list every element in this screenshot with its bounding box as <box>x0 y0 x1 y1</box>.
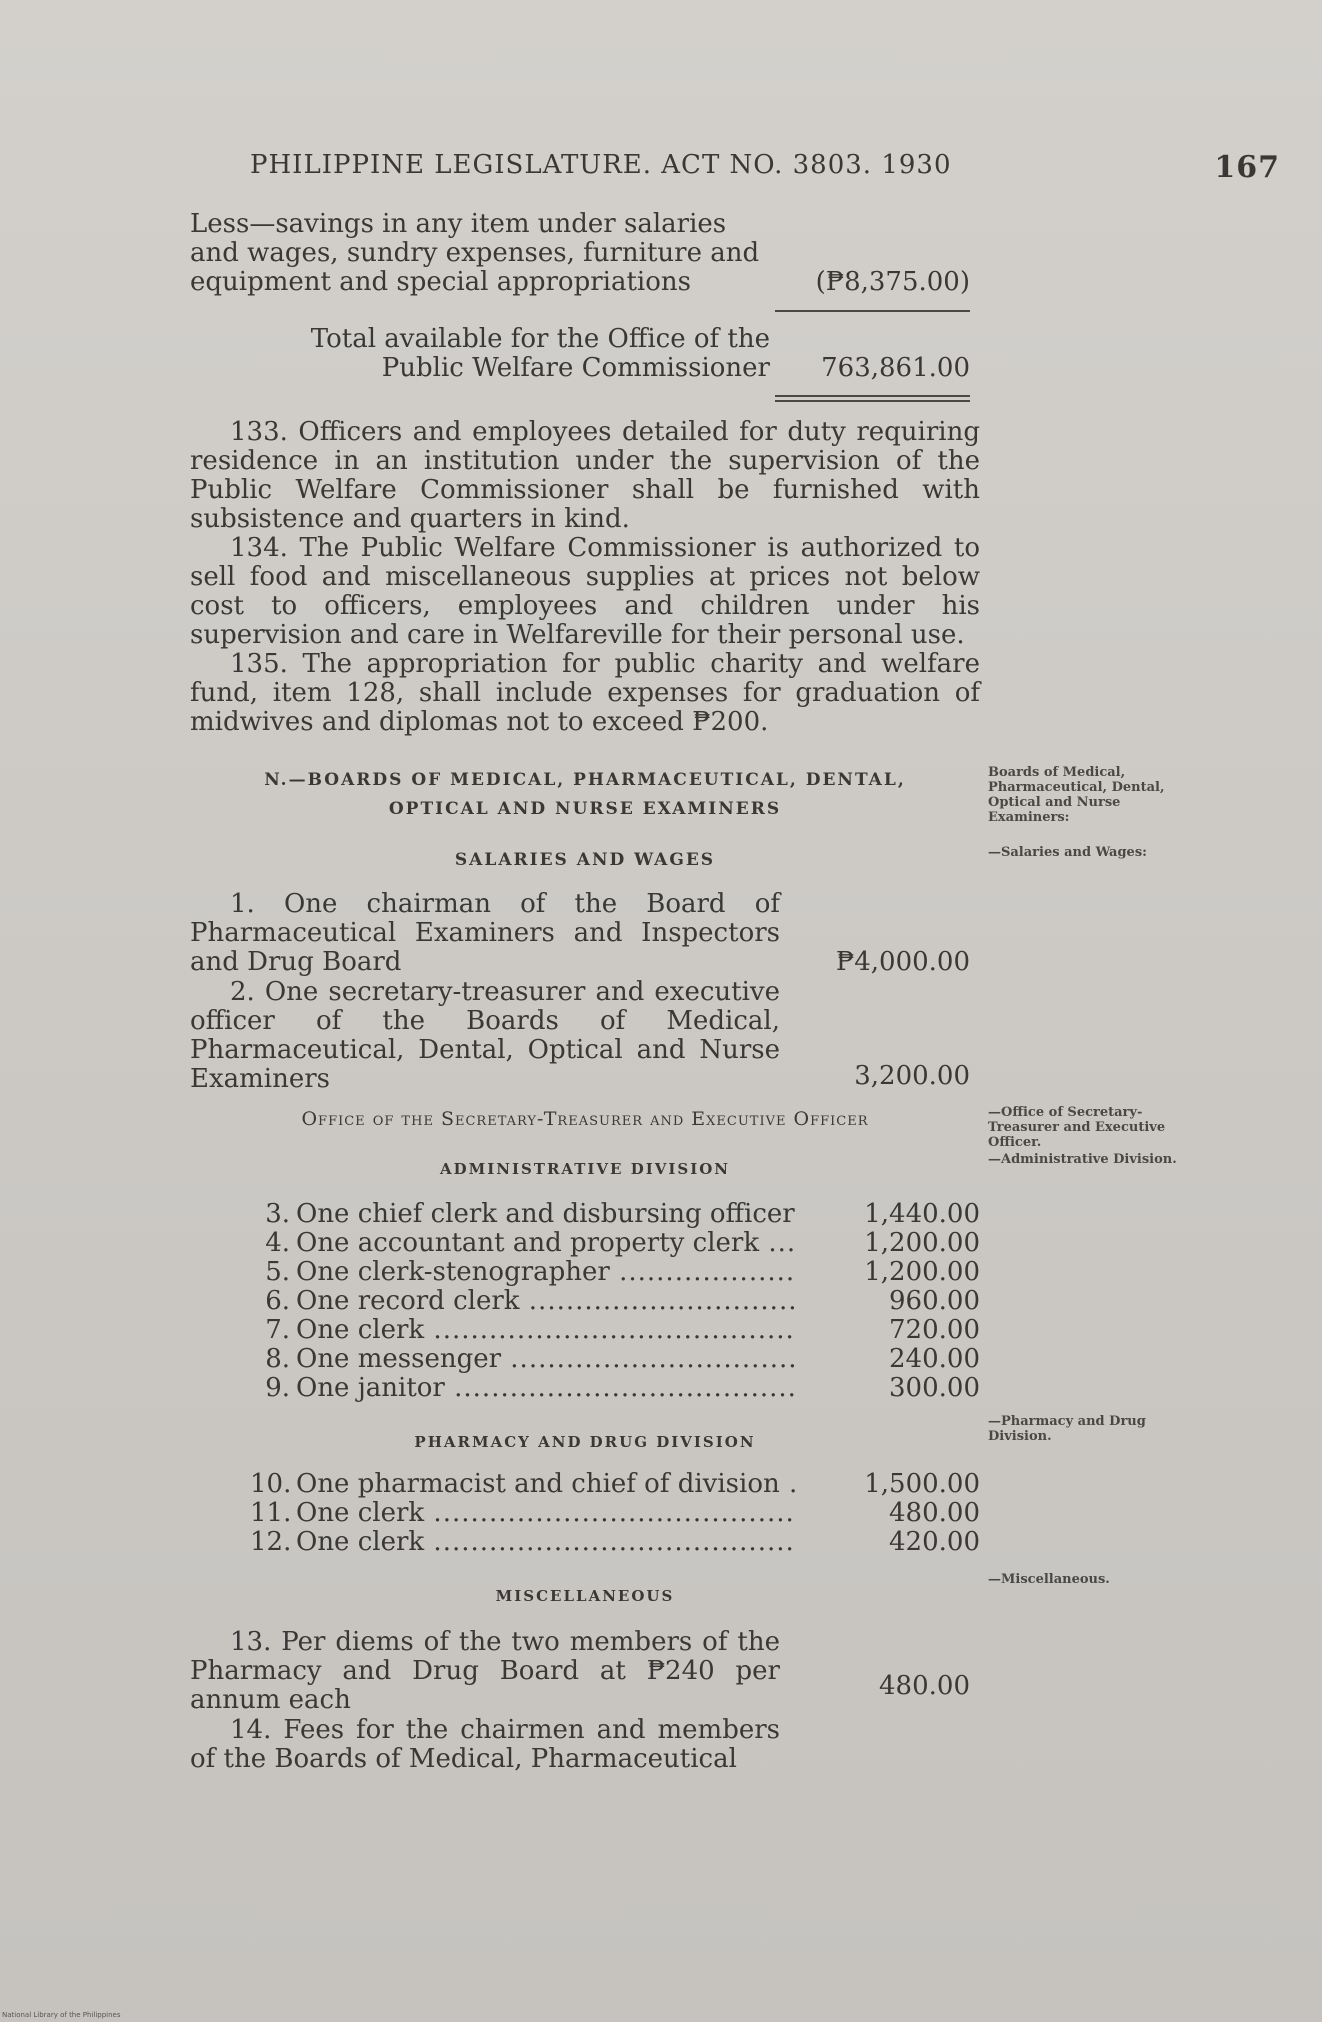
table-row: 9. One janitor ..... 300.00 <box>250 1374 980 1403</box>
item-1-text: 1. One chairman of the Board of Pharmaceutical Examiners and Inspectors and Drug Board <box>190 889 780 977</box>
less-savings-amount: (₱8,375.00) <box>815 267 970 297</box>
paragraph-134: 134. The Public Welfare Commissioner is authorized to sell food and miscellaneous supplies at prices not below cost to officers, employees and children under his supervision and care in Welfareville for their personal use. <box>190 533 980 650</box>
item-13-amount: 480.00 <box>879 1671 970 1701</box>
less-savings-text: Less—savings in any item under salaries and wages, sundry expenses, furniture and equipment and special appropriations <box>190 209 760 297</box>
table-row: 12. One clerk ..... 420.00 <box>250 1528 980 1557</box>
item-1-amount: ₱4,000.00 <box>835 947 970 977</box>
margin-note-office: —Office of Secretary-Treasurer and Executive Officer. <box>988 1105 1166 1150</box>
margin-note-misc: —Miscellaneous. <box>988 1572 1110 1587</box>
header-title: PHILIPPINE LEGISLATURE. ACT NO. 3803. 1930 <box>250 150 952 180</box>
double-rule-bottom <box>775 400 970 402</box>
table-row: 5. One clerk-stenographer ..... 1,200.00 <box>250 1258 980 1287</box>
office-heading: Office of the Secretary-Treasurer and Executive Officer <box>301 1108 869 1130</box>
item-14-text: 14. Fees for the chairmen and members of the Boards of Medical, Pharmaceutical <box>190 1715 780 1774</box>
table-row: 3. One chief clerk and disbursing officer ..... 1,440.00 <box>250 1200 980 1229</box>
double-rule-top <box>775 395 970 397</box>
margin-note-admin: —Administrative Division. <box>988 1152 1177 1167</box>
salaries-heading: SALARIES AND WAGES <box>454 850 716 870</box>
table-row: 8. One messenger ..... 240.00 <box>250 1345 980 1374</box>
item-2-text: 2. One secretary-treasurer and executive officer of the Boards of Medical, Pharmaceutical, Dental, Optical and Nurse Examiners <box>190 977 780 1094</box>
misc-heading: MISCELLANEOUS <box>495 1587 675 1605</box>
item-13-text: 13. Per diems of the two members of the Pharmacy and Drug Board at ₱240 per annum each <box>190 1627 780 1715</box>
margin-note-pharmacy: —Pharmacy and Drug Division. <box>988 1414 1146 1444</box>
archive-source-label: National Library of the Philippines <box>2 2011 121 2019</box>
total-available-text: Total available for the Office of the Public Welfare Commissioner <box>310 324 770 383</box>
admin-heading: ADMINISTRATIVE DIVISION <box>439 1160 731 1178</box>
margin-note-boards: Boards of Medical, Pharmaceutical, Dental, Optical and Nurse Examiners: <box>988 765 1165 825</box>
section-title-line1: N.—BOARDS OF MEDICAL, PHARMACEUTICAL, DENTAL, <box>264 770 906 790</box>
pharmacy-heading: PHARMACY AND DRUG DIVISION <box>414 1433 756 1451</box>
margin-note-salaries: —Salaries and Wages: <box>988 845 1147 860</box>
table-row: 6. One record clerk ..... 960.00 <box>250 1287 980 1316</box>
table-row: 4. One accountant and property clerk ..... 1,200.00 <box>250 1229 980 1258</box>
table-row: 10. One pharmacist and chief of division ..... 1,500.00 <box>250 1470 980 1499</box>
section-title-line2: OPTICAL AND NURSE EXAMINERS <box>388 799 782 819</box>
item-2-amount: 3,200.00 <box>854 1061 970 1091</box>
table-row: 7. One clerk ..... 720.00 <box>250 1316 980 1345</box>
sum-rule <box>775 310 970 312</box>
paragraph-133: 133. Officers and employees detailed for duty requiring residence in an institution under the supervision of the Public Welfare Commissioner shall be furnished with subsistence and quarters in kind. <box>190 417 980 534</box>
table-row: 11. One clerk ..... 480.00 <box>250 1499 980 1528</box>
total-available-amount: 763,861.00 <box>821 353 970 383</box>
paragraph-135: 135. The appropriation for public charity and welfare fund, item 128, shall include expenses for graduation of midwives and diplomas not to exceed ₱200. <box>190 649 980 737</box>
page-number: 167 <box>1214 150 1280 185</box>
